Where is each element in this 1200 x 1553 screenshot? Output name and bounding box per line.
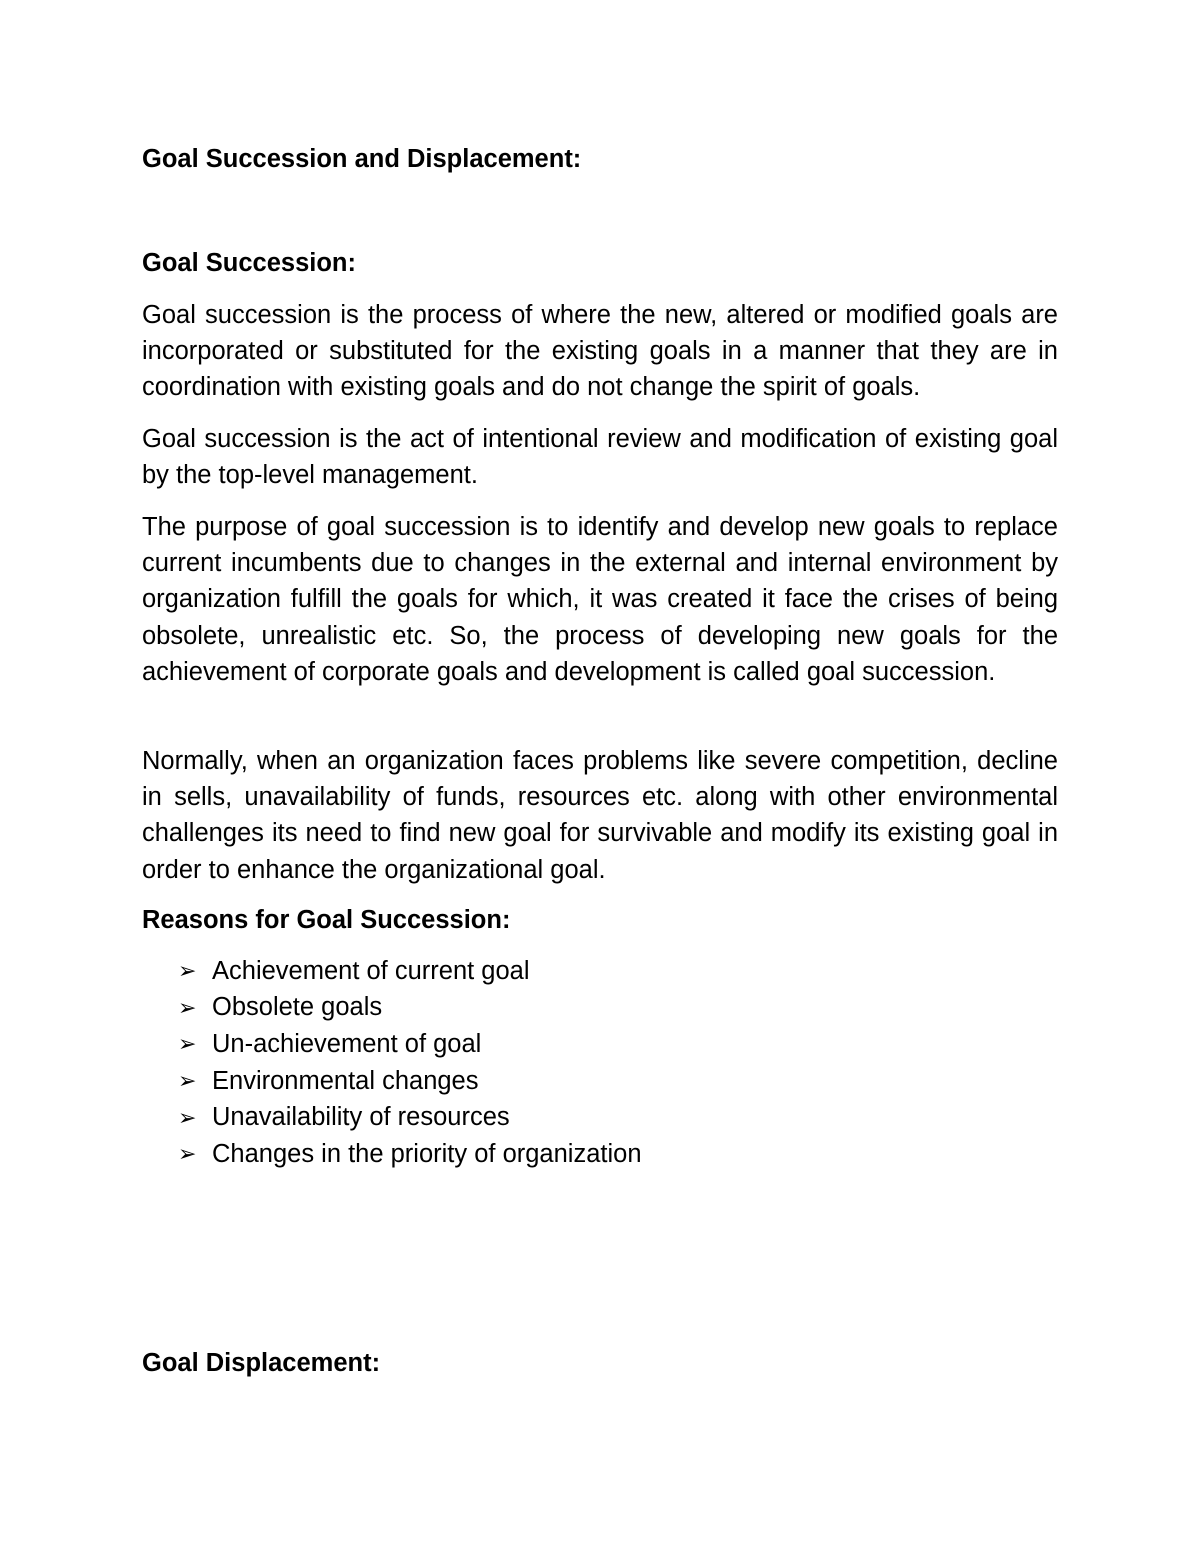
list-item [178,953,642,990]
list-item-label: Un-achievement of goal [212,1029,482,1058]
document-title: Goal Succession and Displacement: [142,145,582,173]
list-item-label: Obsolete goals [212,993,383,1022]
paragraph-purpose: The purpose of goal succession is to identify and develop new goals to replace current incumbents due to changes in the external and internal environment by organization fulfill the goals for which, it was created it face the crises of being obsolete, unrealistic etc. So, the process of developing new goals for the achievement of corporate goals and development is called goal succession. [142,513,1058,686]
arrowhead-bullet-icon: ➢ [178,1104,197,1130]
arrowhead-bullet-icon: ➢ [178,1141,197,1167]
arrowhead-bullet-icon: ➢ [178,1068,197,1094]
section-heading-goal-displacement: Goal Displacement: [142,1349,381,1377]
paragraph-intentional-review: Goal succession is the act of intentional review and modification of existing goal by the top-level management. [142,425,1058,490]
list-item [178,1026,642,1063]
arrowhead-bullet-icon: ➢ [178,994,197,1020]
paragraph-normally: Normally, when an organization faces problems like severe competition, decline in sells, unavailability of funds, resources etc. along with other environmental challenges its need to find new goal for survivable and modify its existing goal in order to enhance the organizational goal. [142,747,1058,884]
arrowhead-bullet-icon: ➢ [178,958,197,984]
list-item-label: Unavailability of resources [212,1103,510,1132]
list-item [178,1063,642,1100]
list-item-label: Changes in the priority of organization [212,1139,642,1168]
paragraph-definition: Goal succession is the process of where the new, altered or modified goals are incorporated or substituted for the existing goals in a manner that they are in coordination with existing goals and do not change the spirit of goals. [142,301,1058,402]
section-heading-reasons: Reasons for Goal Succession: [142,906,511,934]
list-item [178,990,642,1027]
section-heading-goal-succession: Goal Succession: [142,249,356,277]
reasons-list [178,953,642,1173]
list-item-label: Achievement of current goal [212,956,530,985]
arrowhead-bullet-icon: ➢ [178,1031,197,1057]
document-page [142,0,1058,1553]
list-item [178,1099,642,1136]
list-item-label: Environmental changes [212,1066,479,1095]
list-item [178,1136,642,1173]
